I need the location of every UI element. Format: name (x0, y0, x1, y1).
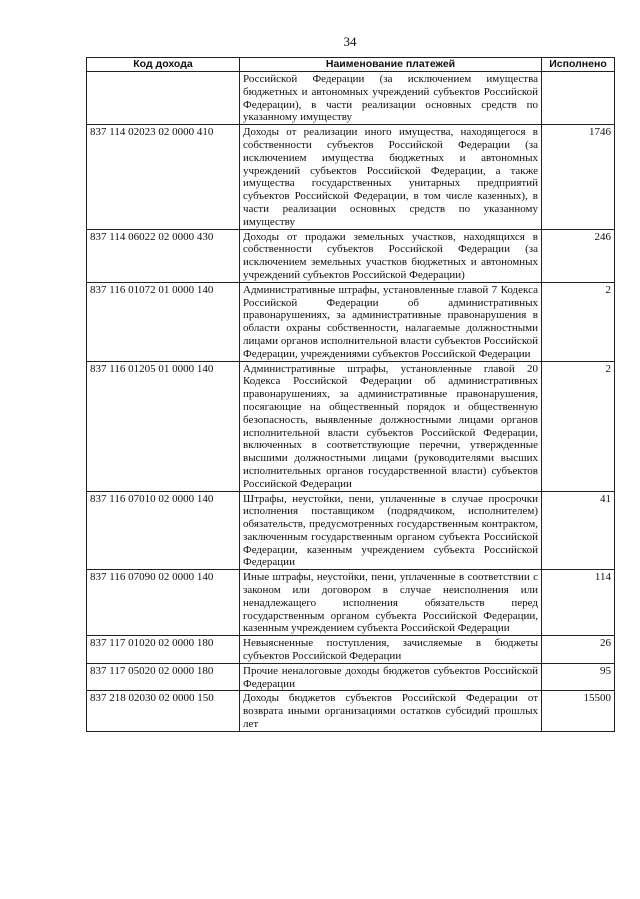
row-value: 2 (542, 361, 615, 491)
row-name: Российской Федерации (за исключением имущества бюджетных и автономных учреждений субъектов Российской Федерации), в части реализации основных средств по указанному имуществу (240, 72, 542, 125)
row-value: 26 (542, 636, 615, 664)
row-value: 15500 (542, 691, 615, 731)
row-code: 837 116 07090 02 0000 140 (87, 570, 240, 636)
table-row (87, 125, 615, 229)
row-name: Административные штрафы, установленные главой 7 Кодекса Российской Федерации об административных правонарушениях, за административные правонарушения в области охраны собственности, налагаемые должностными лицами органов исполнительной власти субъектов Российской Федерации, учреждениями субъектов Российской Федерации (240, 282, 542, 361)
table-row (87, 491, 615, 570)
table-header (87, 58, 615, 72)
row-name: Штрафы, неустойки, пени, уплаченные в случае просрочки исполнения поставщиком (подрядчиком, исполнителем) обязательств, предусмотренных государственным контрактом, заключенным государственным органом субъекта Российской Федерации, казенным учреждением субъекта Российской Федерации (240, 491, 542, 570)
row-value (542, 72, 615, 125)
row-name: Доходы от продажи земельных участков, находящихся в собственности субъектов Российской Федерации (за исключением земельных участков бюджетных и автономных учреждений субъектов Российской Федерации) (240, 229, 542, 282)
row-value: 246 (542, 229, 615, 282)
row-value: 114 (542, 570, 615, 636)
row-value: 2 (542, 282, 615, 361)
row-code (87, 72, 240, 125)
header-code: Код дохода (87, 58, 240, 72)
row-name: Прочие неналоговые доходы бюджетов субъектов Российской Федерации (240, 663, 542, 691)
row-value: 41 (542, 491, 615, 570)
row-name: Административные штрафы, установленные главой 20 Кодекса Российской Федерации об административных правонарушениях, за административные правонарушения, посягающие на общественный порядок и общественную безопасность, выявленные должностными лицами органов исполнительной власти субъектов Российской Федерации, включенных в соответствующие перечни, утвержденные высшими должностными лицами (руководителями высших исполнительных органов государственной власти) субъектов Российской Федерации (240, 361, 542, 491)
row-value: 95 (542, 663, 615, 691)
row-code: 837 116 01072 01 0000 140 (87, 282, 240, 361)
row-code: 837 218 02030 02 0000 150 (87, 691, 240, 731)
row-code: 837 114 02023 02 0000 410 (87, 125, 240, 229)
row-name: Невыясненные поступления, зачисляемые в бюджеты субъектов Российской Федерации (240, 636, 542, 664)
row-name: Доходы от реализации иного имущества, находящегося в собственности субъектов Российской Федерации (за исключением имущества бюджетных и автономных учреждений субъектов Российской Федерации, а также имущества государственных унитарных предприятий субъектов Российской Федерации, в том числе казенных), в части реализации основных средств по указанному имуществу (240, 125, 542, 229)
table-body (87, 72, 615, 732)
table-row (87, 636, 615, 664)
revenue-table (86, 57, 615, 732)
row-name: Доходы бюджетов субъектов Российской Федерации от возврата иными организациями остатков субсидий прошлых лет (240, 691, 542, 731)
table-row (87, 282, 615, 361)
page-number: 34 (343, 34, 357, 49)
row-name: Иные штрафы, неустойки, пени, уплаченные в соответствии с законом или договором в случае неисполнения или ненадлежащего исполнения обязательств перед государственным органом субъекта Российской Федерации, казенным учреждением субъекта Российской Федерации (240, 570, 542, 636)
row-code: 837 116 01205 01 0000 140 (87, 361, 240, 491)
row-value: 1746 (542, 125, 615, 229)
table-row (87, 72, 615, 125)
header-name: Наименование платежей (240, 58, 542, 72)
row-code: 837 117 01020 02 0000 180 (87, 636, 240, 664)
table-row (87, 663, 615, 691)
table-row (87, 229, 615, 282)
table-row (87, 570, 615, 636)
table-row (87, 691, 615, 731)
table-row (87, 361, 615, 491)
header-executed: Исполнено (542, 58, 615, 72)
row-code: 837 117 05020 02 0000 180 (87, 663, 240, 691)
header-row (87, 58, 615, 72)
row-code: 837 116 07010 02 0000 140 (87, 491, 240, 570)
row-code: 837 114 06022 02 0000 430 (87, 229, 240, 282)
